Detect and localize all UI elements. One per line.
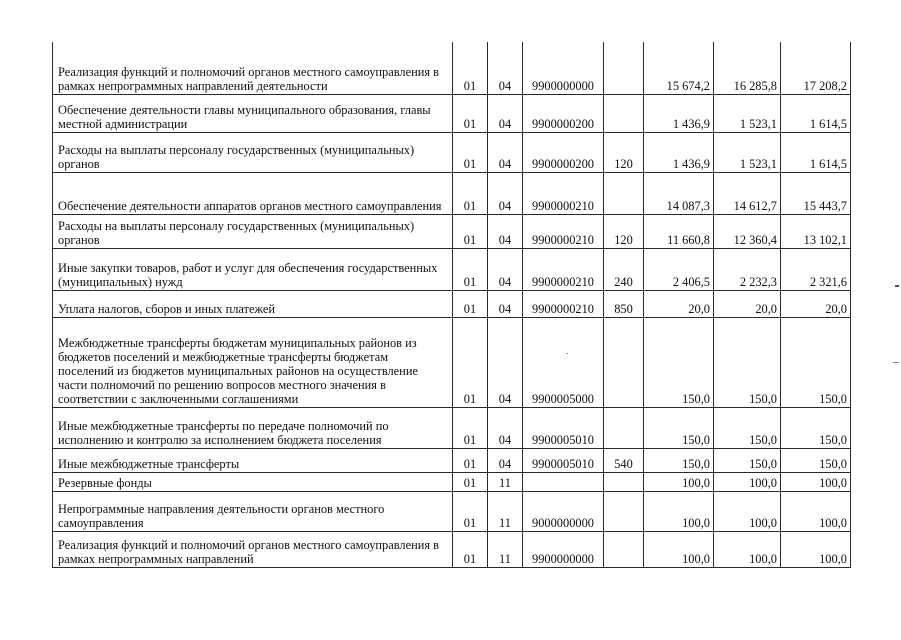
table-row [53, 94, 851, 132]
table-row [53, 407, 851, 448]
row-name: Резервные фонды [53, 472, 453, 491]
amount-year-2: 2 232,3 [714, 248, 781, 290]
target-article-code: 9900000210 [523, 172, 604, 214]
expense-type-code [604, 42, 644, 94]
section-code: 01 [453, 448, 488, 472]
section-code: 01 [453, 132, 488, 172]
amount-year-1: 1 436,9 [644, 132, 714, 172]
subsection-code: 11 [488, 531, 523, 567]
subsection-code: 11 [488, 472, 523, 491]
table-row [53, 448, 851, 472]
budget-table [52, 42, 851, 568]
subsection-code: 04 [488, 290, 523, 317]
expense-type-code: 120 [604, 214, 644, 248]
amount-year-1: 100,0 [644, 491, 714, 531]
row-name: Обеспечение деятельности главы муниципального образования, главы местной администрации [53, 94, 453, 132]
amount-year-2: 16 285,8 [714, 42, 781, 94]
target-article-code: 9900000200 [523, 94, 604, 132]
subsection-code: 04 [488, 407, 523, 448]
section-code: 01 [453, 531, 488, 567]
amount-year-2: 20,0 [714, 290, 781, 317]
expense-type-code [604, 472, 644, 491]
subsection-code: 04 [488, 317, 523, 407]
amount-year-2: 1 523,1 [714, 94, 781, 132]
row-name: Непрограммные направления деятельности органов местного самоуправления [53, 491, 453, 531]
table-row [53, 132, 851, 172]
amount-year-3: 17 208,2 [781, 42, 851, 94]
amount-year-2: 1 523,1 [714, 132, 781, 172]
target-article-code [523, 472, 604, 491]
amount-year-3: 150,0 [781, 407, 851, 448]
amount-year-3: 100,0 [781, 472, 851, 491]
expense-type-code: 850 [604, 290, 644, 317]
target-article-code: 9900000200 [523, 132, 604, 172]
table-row [53, 42, 851, 94]
section-code: 01 [453, 317, 488, 407]
amount-year-3: 2 321,6 [781, 248, 851, 290]
scan-mark [893, 362, 899, 363]
expense-type-code [604, 172, 644, 214]
section-code: 01 [453, 472, 488, 491]
amount-year-1: 100,0 [644, 531, 714, 567]
table-row [53, 472, 851, 491]
target-article-code: 9900005000 [523, 317, 604, 407]
amount-year-1: 150,0 [644, 317, 714, 407]
amount-year-3: 15 443,7 [781, 172, 851, 214]
section-code: 01 [453, 290, 488, 317]
subsection-code: 04 [488, 214, 523, 248]
amount-year-1: 1 436,9 [644, 94, 714, 132]
table-row [53, 491, 851, 531]
amount-year-3: 13 102,1 [781, 214, 851, 248]
table-row [53, 172, 851, 214]
amount-year-2: 150,0 [714, 317, 781, 407]
target-article-code: 9900005010 [523, 407, 604, 448]
amount-year-2: 100,0 [714, 472, 781, 491]
expense-type-code [604, 94, 644, 132]
amount-year-1: 14 087,3 [644, 172, 714, 214]
row-name: Иные межбюджетные трансферты по передаче полномочий по исполнению и контролю за исполнением бюджета поселения [53, 407, 453, 448]
amount-year-2: 150,0 [714, 407, 781, 448]
scan-speck [566, 353, 568, 354]
table-row [53, 531, 851, 567]
amount-year-1: 2 406,5 [644, 248, 714, 290]
amount-year-2: 14 612,7 [714, 172, 781, 214]
table-row [53, 317, 851, 407]
amount-year-2: 12 360,4 [714, 214, 781, 248]
expense-type-code [604, 491, 644, 531]
row-name: Реализация функций и полномочий органов местного самоуправления в рамках непрограммных направлений [53, 531, 453, 567]
expense-type-code: 540 [604, 448, 644, 472]
section-code: 01 [453, 42, 488, 94]
expense-type-code [604, 407, 644, 448]
expense-type-code [604, 317, 644, 407]
amount-year-1: 15 674,2 [644, 42, 714, 94]
amount-year-1: 20,0 [644, 290, 714, 317]
amount-year-1: 150,0 [644, 407, 714, 448]
target-article-code: 9900000210 [523, 290, 604, 317]
section-code: 01 [453, 407, 488, 448]
target-article-code: 9900000000 [523, 42, 604, 94]
amount-year-1: 150,0 [644, 448, 714, 472]
amount-year-3: 150,0 [781, 448, 851, 472]
row-name: Иные межбюджетные трансферты [53, 448, 453, 472]
expense-type-code: 240 [604, 248, 644, 290]
section-code: 01 [453, 94, 488, 132]
amount-year-2: 150,0 [714, 448, 781, 472]
expense-type-code: 120 [604, 132, 644, 172]
section-code: 01 [453, 172, 488, 214]
subsection-code: 04 [488, 248, 523, 290]
budget-page [52, 42, 850, 568]
row-name: Иные закупки товаров, работ и услуг для обеспечения государственных (муниципальных) нужд [53, 248, 453, 290]
row-name: Реализация функций и полномочий органов местного самоуправления в рамках непрограммных направлений деятельности [53, 42, 453, 94]
target-article-code: 9900005010 [523, 448, 604, 472]
subsection-code: 04 [488, 94, 523, 132]
subsection-code: 04 [488, 448, 523, 472]
subsection-code: 04 [488, 132, 523, 172]
expense-type-code [604, 531, 644, 567]
table-row [53, 290, 851, 317]
target-article-code: 9900000210 [523, 214, 604, 248]
subsection-code: 04 [488, 172, 523, 214]
row-name: Обеспечение деятельности аппаратов органов местного самоуправления [53, 172, 453, 214]
target-article-code: 9900000000 [523, 531, 604, 567]
row-name: Расходы на выплаты персоналу государственных (муниципальных) органов [53, 214, 453, 248]
target-article-code: 9000000000 [523, 491, 604, 531]
amount-year-3: 150,0 [781, 317, 851, 407]
section-code: 01 [453, 491, 488, 531]
amount-year-3: 20,0 [781, 290, 851, 317]
amount-year-2: 100,0 [714, 491, 781, 531]
section-code: 01 [453, 248, 488, 290]
amount-year-3: 1 614,5 [781, 132, 851, 172]
row-name: Расходы на выплаты персоналу государственных (муниципальных) органов [53, 132, 453, 172]
table-row [53, 248, 851, 290]
target-article-code: 9900000210 [523, 248, 604, 290]
amount-year-3: 1 614,5 [781, 94, 851, 132]
amount-year-3: 100,0 [781, 531, 851, 567]
section-code: 01 [453, 214, 488, 248]
table-row [53, 214, 851, 248]
scan-mark [895, 285, 899, 287]
amount-year-3: 100,0 [781, 491, 851, 531]
row-name: Межбюджетные трансферты бюджетам муниципальных районов из бюджетов поселений и межбюджетные трансферты бюджетам поселений из бюджетов муниципальных районов на осуществление части полномочий по решению вопросов местного значения в соответствии с заключенными соглашениями [53, 317, 453, 407]
subsection-code: 11 [488, 491, 523, 531]
row-name: Уплата налогов, сборов и иных платежей [53, 290, 453, 317]
amount-year-1: 11 660,8 [644, 214, 714, 248]
amount-year-2: 100,0 [714, 531, 781, 567]
subsection-code: 04 [488, 42, 523, 94]
amount-year-1: 100,0 [644, 472, 714, 491]
